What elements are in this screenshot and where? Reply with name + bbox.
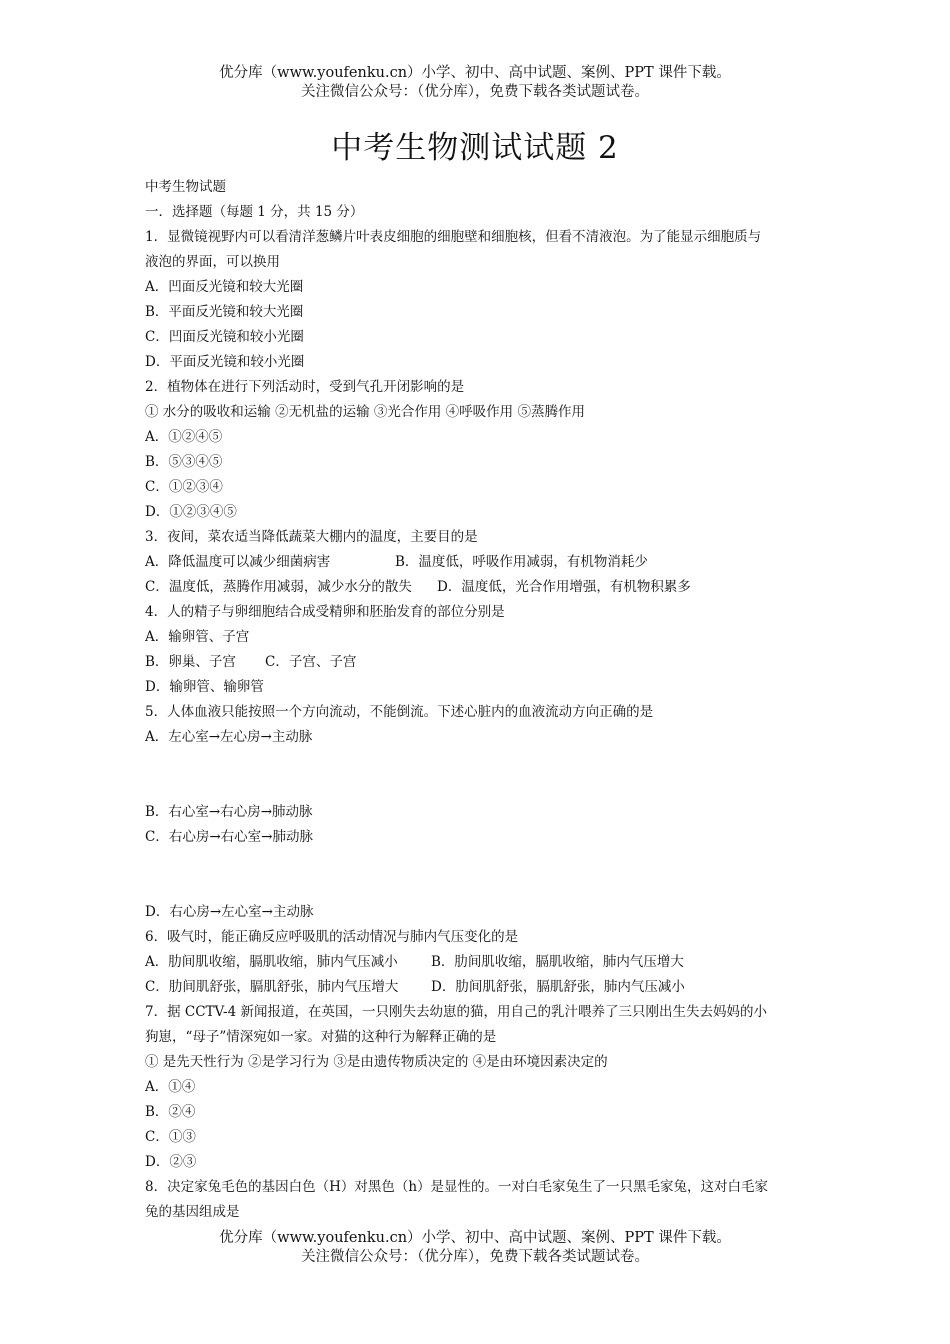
footer-line-2: 关注微信公众号：（优分库），免费下载各类试题试卷。 — [301, 1249, 649, 1265]
q6-option-a: A．肋间肌收缩，膈肌收缩，肺内气压减小 — [145, 954, 398, 970]
q2-option-d: D．①②③④⑤ — [145, 504, 237, 520]
q7-items: ① 是先天性行为 ②是学习行为 ③是由遗传物质决定的 ④是由环境因素决定的 — [145, 1054, 608, 1070]
q3-options-cd — [145, 575, 815, 600]
q6-options-cd — [145, 975, 815, 1000]
q5-option-d: D．右心房→左心室→主动脉 — [145, 904, 314, 920]
q3-options-ab — [145, 550, 815, 575]
q1-option-a: A．凹面反光镜和较大光圈 — [145, 279, 304, 295]
q1-option-d: D．平面反光镜和较小光圈 — [145, 354, 305, 370]
q2-option-c: C．①②③④ — [145, 479, 223, 495]
q6-option-b: B．肋间肌收缩，膈肌收缩，肺内气压增大 — [431, 954, 684, 970]
q6-stem: 6．吸气时，能正确反应呼吸肌的活动情况与肺内气压变化的是 — [145, 929, 519, 945]
q4-options-bc — [145, 650, 815, 675]
q3-option-c: C．温度低，蒸腾作用减弱，减少水分的散失 — [145, 579, 412, 595]
footer-line-1: 优分库（www.youfenku.cn）小学、初中、高中试题、案例、PPT 课件下载。 — [219, 1230, 731, 1246]
blank-gap — [145, 750, 815, 800]
header-line-1: 优分库（www.youfenku.cn）小学、初中、高中试题、案例、PPT 课件下载。 — [219, 65, 731, 81]
q5-option-b: B．右心室→右心房→肺动脉 — [145, 804, 313, 820]
q4-option-a: A．输卵管、子宫 — [145, 629, 250, 645]
page-footer — [0, 1229, 950, 1267]
q2-stem: 2．植物体在进行下列活动时，受到气孔开闭影响的是 — [145, 379, 465, 395]
exam-content — [145, 175, 815, 1225]
q5-option-c: C．右心房→右心室→肺动脉 — [145, 829, 313, 845]
q8-stem-2: 兔的基因组成是 — [145, 1204, 240, 1220]
page-header — [0, 64, 950, 102]
q4-option-b: B．卵巢、子宫 — [145, 654, 236, 670]
q4-option-c: C．子宫、子宫 — [265, 654, 357, 670]
q7-option-b: B．②④ — [145, 1104, 196, 1120]
blank-gap — [145, 850, 815, 900]
q5-option-a: A．左心室→左心房→主动脉 — [145, 729, 313, 745]
q3-option-a: A．降低温度可以减少细菌病害 — [145, 554, 331, 570]
q7-option-c: C．①③ — [145, 1129, 196, 1145]
q3-option-b: B．温度低，呼吸作用减弱，有机物消耗少 — [395, 554, 648, 570]
page-title: 中考生物测试试题 2 — [331, 130, 619, 166]
q4-option-d: D．输卵管、输卵管 — [145, 679, 264, 695]
q1-stem-2: 液泡的界面，可以换用 — [145, 254, 280, 270]
q1-option-b: B．平面反光镜和较大光圈 — [145, 304, 304, 320]
q1-stem-1: 1．显微镜视野内可以看清洋葱鳞片叶表皮细胞的细胞壁和细胞核，但看不清液泡。为了能显示细胞质与 — [145, 229, 762, 245]
q5-stem: 5．人体血液只能按照一个方向流动，不能倒流。下述心脏内的血液流动方向正确的是 — [145, 704, 654, 720]
q2-option-a: A．①②④⑤ — [145, 429, 223, 445]
q7-option-d: D．②③ — [145, 1154, 197, 1170]
q4-stem: 4．人的精子与卵细胞结合成受精卵和胚胎发育的部位分别是 — [145, 604, 505, 620]
q7-option-a: A．①④ — [145, 1079, 196, 1095]
q6-option-d: D．肋间肌舒张，膈肌舒张，肺内气压减小 — [431, 979, 685, 995]
q1-option-c: C．凹面反光镜和较小光圈 — [145, 329, 304, 345]
q2-items: ① 水分的吸收和运输 ②无机盐的运输 ③光合作用 ④呼吸作用 ⑤蒸腾作用 — [145, 404, 585, 420]
q2-option-b: B．⑤③④⑤ — [145, 454, 223, 470]
q3-stem: 3．夜间，菜农适当降低蔬菜大棚内的温度，主要目的是 — [145, 529, 478, 545]
q7-stem-1: 7．据 CCTV-4 新闻报道，在英国，一只刚失去幼崽的猫，用自己的乳汁喂养了三只刚出生失去妈妈的小 — [145, 1004, 767, 1020]
section-heading: 一．选择题（每题 1 分，共 15 分） — [145, 204, 364, 220]
header-line-2: 关注微信公众号：（优分库），免费下载各类试题试卷。 — [301, 84, 649, 100]
q3-option-d: D．温度低，光合作用增强，有机物积累多 — [437, 579, 691, 595]
subtitle: 中考生物试题 — [145, 179, 226, 195]
q7-stem-2: 狗崽，“母子”情深宛如一家。对猫的这种行为解释正确的是 — [145, 1029, 497, 1045]
q6-option-c: C．肋间肌舒张，膈肌舒张，肺内气压增大 — [145, 979, 399, 995]
q8-stem-1: 8．决定家兔毛色的基因白色（H）对黑色（h）是显性的。一对白毛家兔生了一只黑毛家兔，这对白毛家 — [145, 1179, 769, 1195]
q6-options-ab — [145, 950, 815, 975]
